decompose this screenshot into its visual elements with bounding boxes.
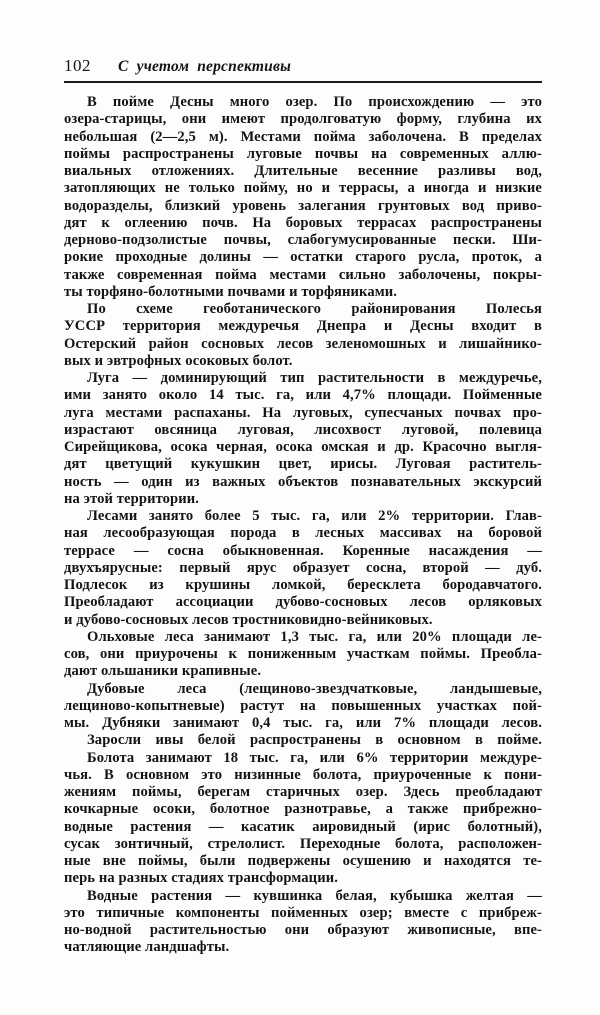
text-line: дерново-подзолистые почвы, слабогумусированные пески. Ши- <box>64 232 542 248</box>
text-line: ность — один из важных объектов познавательных экскурсий <box>64 473 542 490</box>
text-line: Сирейщикова, осока черная, осока омская и др. Красочно выгля- <box>64 439 542 455</box>
text-line: это типичные компоненты пойменных озер; вместе с прибреж- <box>64 904 542 921</box>
text-line: Лесами занято более 5 тыс. га, или 2% территории. Глав- <box>87 508 542 524</box>
text-line: Водные растения — кувшинка белая, кубышка желтая — <box>87 887 542 904</box>
text-line: водоразделы, близкий уровень залегания грунтовых вод приво- <box>64 197 542 214</box>
page-content <box>64 56 542 957</box>
paragraph <box>64 629 542 681</box>
paragraph <box>64 508 542 629</box>
paragraph <box>64 888 542 957</box>
text-line: Преобладают ассоциации дубово-сосновых лесов орляковых <box>64 594 542 611</box>
text-line: сусак зонтичный, стрелолист. Переходные болота, расположен- <box>64 835 542 852</box>
text-line: кочкарные осоки, болотное разнотравье, а также прибрежно- <box>64 801 542 818</box>
text-line: Ольховые леса занимают 1,3 тыс. га, или 20% площади ле- <box>87 628 542 645</box>
paragraph <box>64 370 542 508</box>
header-rule <box>64 81 542 83</box>
text-line: дают ольшаники крапивные. <box>64 663 262 680</box>
paragraph <box>64 301 542 370</box>
text-line: Болота занимают 18 тыс. га, или 6% территории междуре- <box>87 749 542 766</box>
text-line: на этой территории. <box>64 490 200 507</box>
page-body <box>64 94 542 957</box>
text-line: УССР территория междуречья Днепра и Десны входит в <box>64 318 542 335</box>
text-line: рокие проходные долины — остатки старого русла, проток, а <box>64 249 542 266</box>
text-line: затопляющих не только пойму, но и террасы, а иногда и низкие <box>64 180 542 197</box>
text-line: Дубовые леса (лещиново-звездчатковые, ландышевые, <box>87 680 542 697</box>
text-line: Остерский район сосновых лесов зеленомошных и лишайнико- <box>64 335 542 352</box>
text-line: но-водной растительностью они образуют живописные, впе- <box>64 922 542 938</box>
text-line: двухъярусные: первый ярус образует сосна, второй — дуб. <box>64 559 542 576</box>
text-line: израстают овсяница луговая, лисохвост луговой, полевица <box>64 421 542 438</box>
text-line: виальных отложениях. Длительные весенние разливы вод, <box>64 163 542 179</box>
text-line: ная лесообразующая порода в лесных массивах на боровой <box>64 525 542 542</box>
running-title: С учетом перспективы <box>118 58 292 75</box>
paragraph <box>64 94 542 301</box>
paragraph <box>64 681 542 733</box>
text-line: дят цветущий кукушкин цвет, ирисы. Луговая раститель- <box>64 456 542 473</box>
text-line: ные вне поймы, были подвержены осушению и находятся те- <box>64 853 542 869</box>
text-line: мы. Дубняки занимают 0,4 тыс. га, или 7% площади лесов. <box>64 715 542 731</box>
text-line: сов, они приурочены к пониженным участкам поймы. Преобла- <box>64 646 542 662</box>
text-line: небольшая (2—2,5 м). Местами пойма заболочена. В пределах <box>64 128 542 145</box>
text-line: озера-старицы, они имеют продолговатую форму, глубина их <box>64 111 542 128</box>
text-line: Подлесок из крушины ломкой, бересклета бородавчатого. <box>64 577 542 593</box>
paragraph <box>64 750 542 888</box>
text-line: чатляющие ландшафты. <box>64 939 230 956</box>
page-header <box>64 56 542 81</box>
text-line: чья. В основном это низинные болота, приуроченные к пони- <box>64 766 542 783</box>
text-line: и дубово-сосновых лесов тростниковидно-вейниковых. <box>64 611 433 628</box>
text-line: Луга — доминирующий тип растительности в междуречье, <box>87 370 542 386</box>
text-line: ими занято около 14 тыс. га, или 4,7% площади. Пойменные <box>64 387 542 404</box>
text-line: ты торфяно-болотными почвами и торфяниками. <box>64 283 398 300</box>
text-line: водные растения — касатик аировидный (ирис болотный), <box>64 818 542 835</box>
text-line: жениям поймы, берегам старичных озер. Здесь преобладают <box>64 784 542 800</box>
text-line: В пойме Десны много озер. По происхождению — это <box>87 94 542 110</box>
text-line: поймы распространены луговые почвы на современных аллю- <box>64 145 542 162</box>
text-line: дят к оглеению почв. На боровых террасах распространены <box>64 214 542 231</box>
text-line: также современная пойма местами сильно заболочены, покры- <box>64 266 542 283</box>
text-line: перь на разных стадиях трансформации. <box>64 870 338 887</box>
text-line: вых и эвтрофных осоковых болот. <box>64 352 293 369</box>
text-line: Заросли ивы белой распространены в основном в пойме. <box>87 732 542 749</box>
text-line: террасе — сосна обыкновенная. Коренные насаждения — <box>64 542 542 559</box>
page-number: 102 <box>64 56 91 75</box>
paragraph <box>64 732 542 749</box>
text-line: лещиново-копытневые) растут на повышенных участках пой- <box>64 697 542 714</box>
text-line: луга местами распаханы. На луговых, супесчаных почвах про- <box>64 404 542 421</box>
text-line: По схеме геоботанического районирования Полесья <box>87 301 542 317</box>
